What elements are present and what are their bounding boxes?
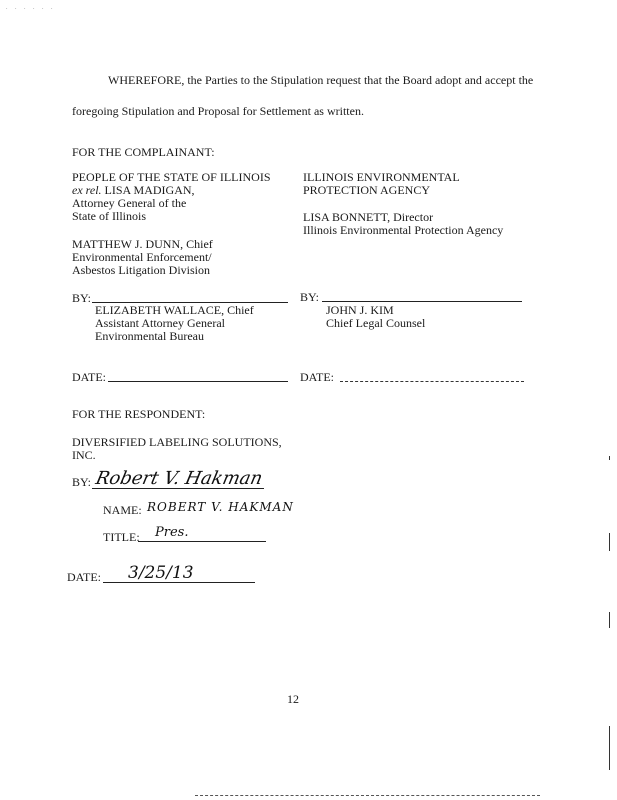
complainant-party-line-3: Attorney General of the bbox=[72, 196, 187, 210]
scan-mark bbox=[609, 726, 610, 770]
wallace-title-1: Assistant Attorney General bbox=[95, 316, 225, 330]
iepa-line-2: PROTECTION AGENCY bbox=[303, 183, 431, 197]
scan-mark bbox=[609, 533, 610, 551]
respondent-title-line bbox=[138, 541, 266, 542]
respondent-by-label: BY: bbox=[72, 475, 91, 489]
respondent-title-label: TITLE: bbox=[103, 530, 140, 544]
iepa-line-1: ILLINOIS ENVIRONMENTAL bbox=[303, 170, 460, 184]
left-by-label: BY: bbox=[72, 291, 91, 305]
complainant-heading: FOR THE COMPLAINANT: bbox=[72, 145, 215, 159]
scan-speck: . . . . . . bbox=[6, 5, 56, 11]
dunn-title-1: Environmental Enforcement/ bbox=[72, 250, 212, 264]
dunn-name: MATTHEW J. DUNN, Chief bbox=[72, 237, 213, 251]
respondent-date-value: 3/25/13 bbox=[128, 563, 194, 583]
wallace-name: ELIZABETH WALLACE, Chief bbox=[95, 303, 254, 317]
wherefore-line-2: foregoing Stipulation and Proposal for Settlement as written. bbox=[72, 104, 364, 118]
wherefore-line-1: WHEREFORE, the Parties to the Stipulation request that the Board adopt and accept the bbox=[108, 73, 534, 87]
wallace-title-2: Environmental Bureau bbox=[95, 329, 204, 343]
right-signature-line bbox=[322, 301, 522, 302]
respondent-date-label: DATE: bbox=[67, 570, 101, 584]
right-date-line bbox=[340, 381, 524, 382]
right-by-label: BY: bbox=[300, 290, 319, 304]
respondent-name-value: ROBERT V. HAKMAN bbox=[147, 500, 294, 514]
iepa-director-name: LISA BONNETT, Director bbox=[303, 210, 434, 224]
iepa-director-title: Illinois Environmental Protection Agency bbox=[303, 223, 504, 237]
scan-mark bbox=[609, 612, 610, 628]
scan-mark bbox=[609, 456, 610, 460]
left-date-label: DATE: bbox=[72, 370, 106, 384]
respondent-company-line-1: DIVERSIFIED LABELING SOLUTIONS, bbox=[72, 435, 282, 449]
kim-name: JOHN J. KIM bbox=[326, 303, 394, 317]
left-date-line bbox=[108, 381, 288, 382]
complainant-party-line-4: State of Illinois bbox=[72, 209, 146, 223]
kim-title: Chief Legal Counsel bbox=[326, 316, 426, 330]
respondent-title-value: Pres. bbox=[155, 525, 189, 540]
ex-rel-text: ex rel. bbox=[72, 183, 102, 197]
respondent-heading: FOR THE RESPONDENT: bbox=[72, 407, 206, 421]
page-number: 12 bbox=[287, 692, 299, 706]
respondent-signature: Robert V. Hakman bbox=[93, 468, 265, 489]
madigan-text: LISA MADIGAN, bbox=[104, 183, 195, 197]
respondent-name-label: NAME: bbox=[103, 503, 142, 517]
dunn-title-2: Asbestos Litigation Division bbox=[72, 263, 210, 277]
respondent-company-line-2: INC. bbox=[72, 448, 96, 462]
scan-bottom-edge bbox=[195, 795, 540, 796]
right-date-label: DATE: bbox=[300, 370, 334, 384]
complainant-party-line-1: PEOPLE OF THE STATE OF ILLINOIS bbox=[72, 170, 271, 184]
